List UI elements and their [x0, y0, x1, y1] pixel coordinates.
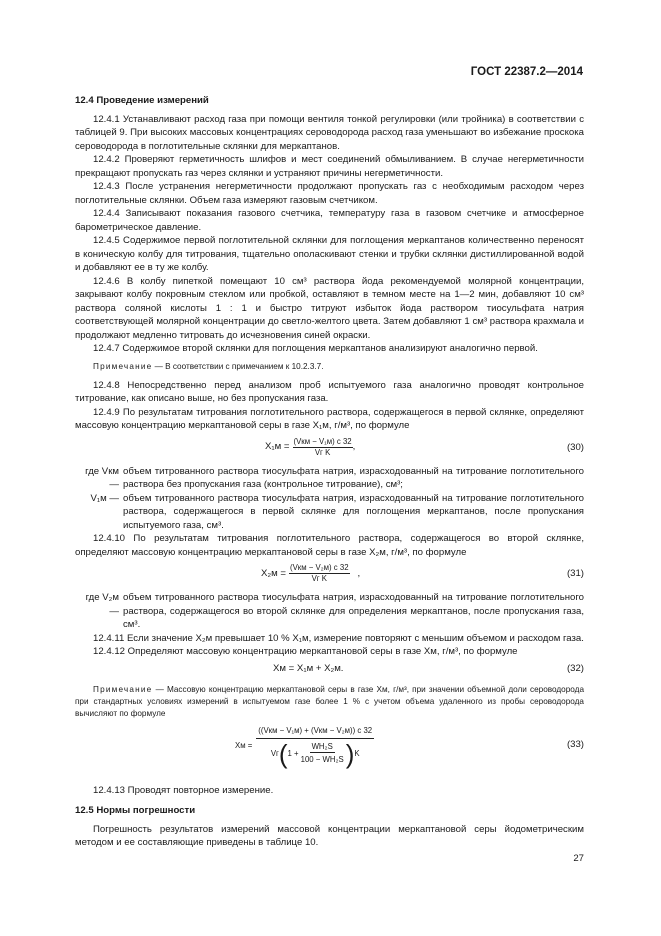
section-title-12-5: 12.5 Нормы погрешности: [75, 805, 196, 816]
formula-numerator: ((Vкм − V₁м) + (Vкм − V₂м)) c 32: [256, 726, 374, 739]
left-paren: (: [278, 738, 288, 769]
paragraph-12-4-6: 12.4.6 В колбу пипеткой помещают 10 см³ раствора йода рекомендуемой молярной концентрации, закрывают колбу покровным стеклом или пробкой, оставляют в темном месте на 1—2 мин, добавляют 10 см³ раствора соляной кислоты 1 : 1 и быстро титруют избыток йода раствором тиосульфата натрия соответствующей молярной концентрации до светло-желтого цвета. Затем добавляют 1 см³ раствора крахмала и продолжают медленно титровать до исчезновения синей окраски.: [75, 275, 584, 341]
formula-number: (30): [566, 441, 584, 453]
formula-number: (31): [566, 568, 584, 579]
definition-v1m: [75, 492, 584, 533]
formula-33: [75, 726, 584, 778]
formula-number: (33): [566, 738, 584, 750]
right-paren: ): [345, 738, 355, 769]
paragraph-12-4-1: 12.4.1 Устанавливают расход газа при помощи вентиля тонкой регулировки (или тройника) в соответствии с таблицей 9. При высоких массовых концентрациях сероводорода расход газа уменьшают во избежание проскока сероводорода в поглотительные склянки для меркаптанов.: [75, 113, 584, 152]
formula-one-plus: 1 +: [287, 748, 299, 758]
paragraph-12-4-13: 12.4.13 Проводят повторное измерение.: [93, 784, 274, 796]
paragraph-12-4-10: 12.4.10 По результатам титрования поглотительного раствора, содержащегося во второй склянке, определяют массовую концентрацию меркаптановой серы в газе X₂м, г/м³, по формуле: [75, 533, 584, 558]
page-number: 27: [573, 853, 584, 864]
section-title-12-4: 12.4 Проведение измерений: [75, 95, 209, 106]
paragraph-12-4-4: 12.4.4 Записывают показания газового счетчика, температуру газа в газовом счетчике и атмосферное барометрическое давление.: [75, 208, 584, 233]
definition-label: где V₂м —: [85, 592, 119, 617]
inner-numerator: WH₂S: [311, 742, 333, 751]
paragraph-12-4-5: 12.4.5 Содержимое первой поглотительной склянки для поглощения меркаптанов количественно переносят в коническую колбу для титрования, тщательно ополаскивают стенки и трубки склянки дистиллированной водой и добавляют ее в ту же колбу.: [75, 235, 584, 273]
inner-fraction: [301, 742, 344, 765]
definition-label: где Vкм —: [85, 465, 119, 490]
paragraph-12-4-8: 12.4.8 Непосредственно перед анализом проб испытуемого газа аналогично проводят контрольное титрование, как описано выше, но без пропускания газа.: [75, 379, 584, 404]
formula-31: [75, 561, 584, 587]
formula-fraction: [256, 726, 374, 767]
formula-vg: Vг: [270, 748, 279, 758]
formula-k: K: [354, 748, 360, 758]
note-text: — Массовую концентрацию меркаптановой серы в газе Xм, г/м³, при значении объемной доли сероводорода при стандартных условиях измерений в испытуемом газе более 1 % с учетом объема удаленного из пробы сероводорода вычисляют по формуле: [75, 684, 584, 718]
formula-tail: ,: [357, 567, 361, 579]
note-text: — В соответствии с примечанием к 10.2.3.7.: [152, 361, 324, 371]
formula-number: (32): [566, 662, 584, 674]
paragraph-12-4-12: 12.4.12 Определяют массовую концентрацию меркаптановой серы в газе Xм, г/м³, по формуле: [93, 646, 518, 657]
standard-code-header: ГОСТ 22387.2—2014: [470, 66, 583, 78]
formula-lhs: X₁м =: [265, 441, 290, 453]
formula-denominator: Vг K: [314, 447, 331, 457]
definition-text: объем титрованного раствора тиосульфата натрия, израсходованный на титрование поглотительного раствора, содержащегося в первой склянке для поглощения меркаптанов, после пропускания испытуемого газа, см³.: [123, 492, 584, 531]
definition-vkm: [75, 465, 584, 492]
formula-30: [75, 435, 584, 461]
formula-fraction: [293, 437, 353, 458]
definition-label: V₁м —: [90, 492, 119, 504]
inner-denominator: 100 − WH₂S: [300, 755, 344, 764]
definition-text: объем титрованного раствора тиосульфата натрия, израсходованный на титрование поглотительного раствора, содержащегося во второй склянке для определения меркаптанов, после пропускания газа, см³.: [123, 592, 584, 630]
paragraph-12-4-3: 12.4.3 После устранения негерметичности продолжают пропускать газ с необходимым расходом через поглотительные склянки. Объем газа измеряют газовым счетчиком.: [75, 181, 584, 206]
note-1: [75, 361, 584, 373]
formula-32: [75, 661, 584, 679]
formula-denominator: Vг K: [311, 574, 327, 583]
formula-tail: ,: [352, 441, 356, 453]
formula-denominator: [271, 739, 360, 767]
paragraph-12-4-9: 12.4.9 По результатам титрования поглотительного раствора, содержащегося в первой склянке, определяют массовую концентрацию меркаптановой серы в газе X₁м, г/м³, по формуле: [75, 406, 584, 431]
paragraph-12-4-7: 12.4.7 Содержимое второй склянки для поглощения меркаптанов анализируют аналогично первой.: [93, 343, 538, 354]
formula-lhs: X₂м =: [261, 567, 286, 579]
note-label: Примечание: [93, 361, 153, 371]
note-label: Примечание: [93, 684, 153, 694]
note-2: [75, 684, 584, 720]
definition-v2m: [75, 591, 584, 632]
paragraph-12-5: Погрешность результатов измерений массовой концентрации меркаптановой серы йодометрическим методом и ее составляющие приведены в таблице 10.: [75, 823, 584, 848]
formula-fraction: [289, 563, 350, 584]
definition-text: объем титрованного раствора тиосульфата натрия, израсходованный на титрование поглотительного раствора без пропускания газа (контрольное титрование), см³;: [123, 465, 584, 490]
paragraph-12-4-2: 12.4.2 Проверяют герметичность шлифов и мест соединений обмыливанием. В случае негерметичности прекращают пропускать газ через склянки и устраняют причины негерметичности.: [75, 154, 584, 179]
formula-numerator: (Vкм − V₂м) c 32: [290, 563, 349, 572]
paragraph-12-4-11: 12.4.11 Если значение X₂м превышает 10 % X₁м, измерение повторяют с меньшим объемом и расходом газа.: [93, 632, 584, 644]
page-content: [75, 94, 584, 850]
formula-numerator: (Vкм − V₁м) c 32: [293, 436, 352, 446]
formula-lhs: Xм =: [235, 741, 253, 751]
formula-expression: Xм = X₁м + X₂м.: [273, 662, 344, 674]
